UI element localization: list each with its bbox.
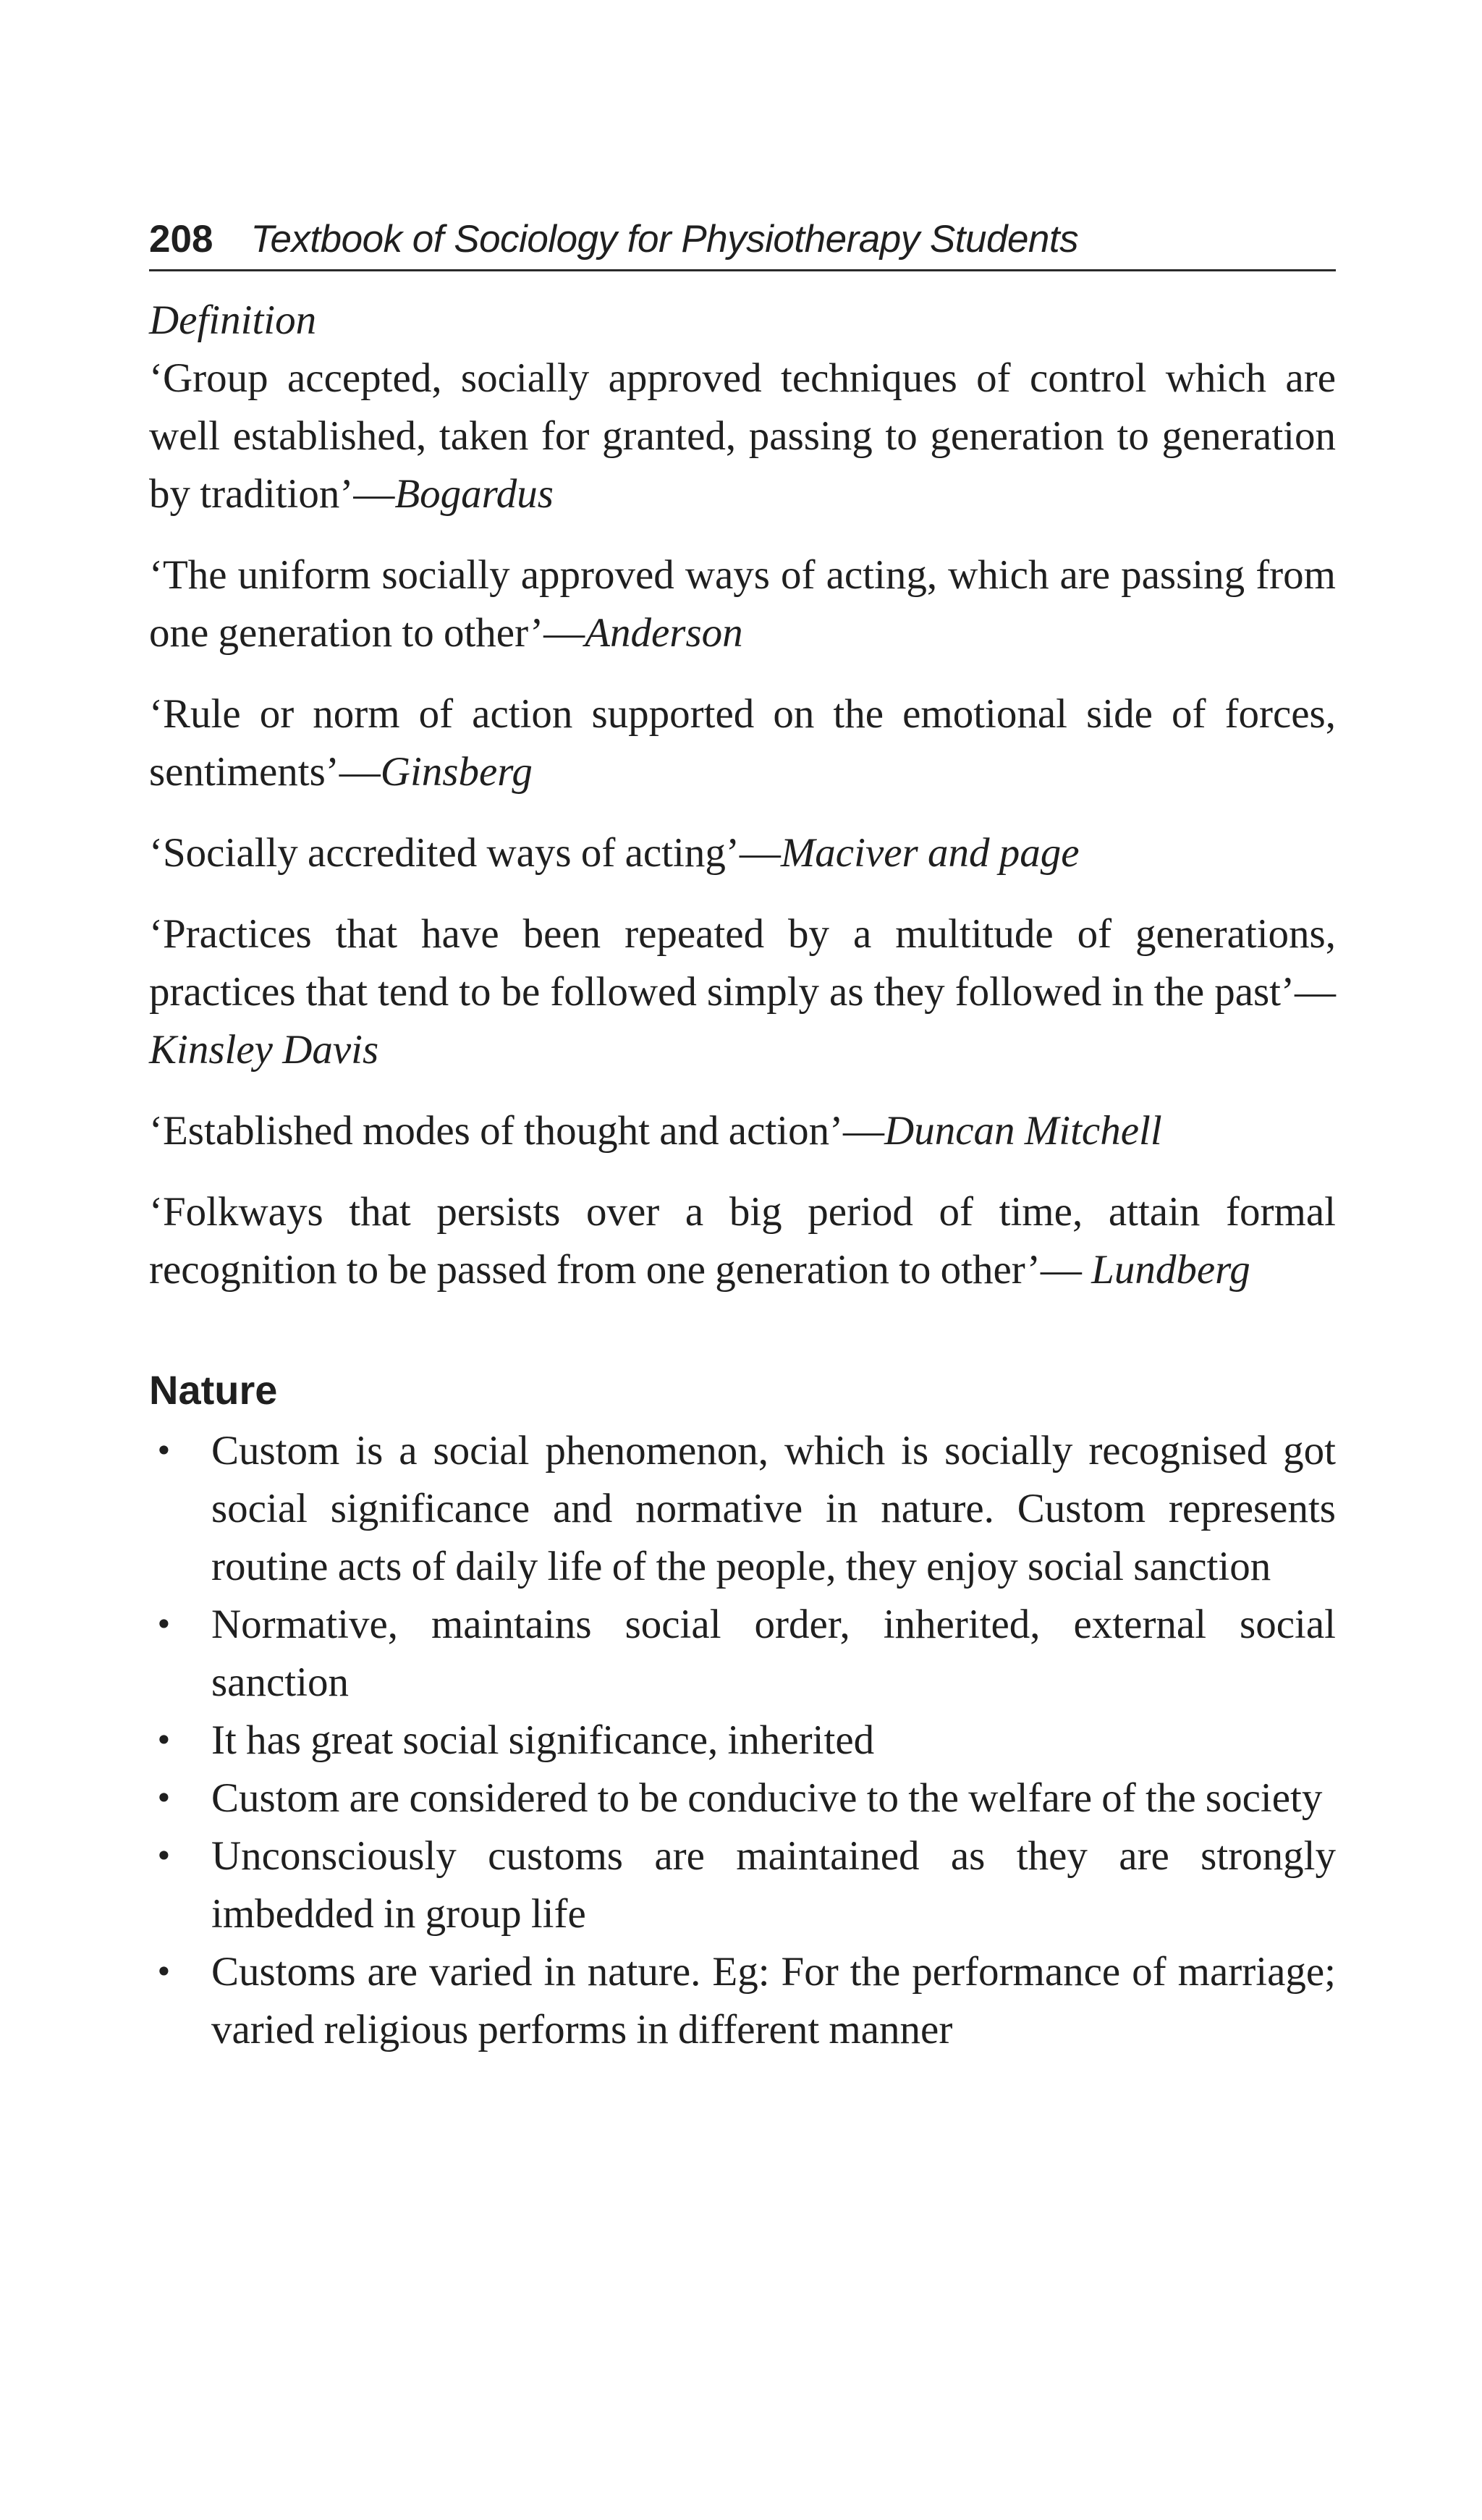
list-item: [149, 1770, 1336, 1827]
list-item: [149, 1943, 1336, 2059]
list-item: [149, 1596, 1336, 1712]
definition-author: Anderson: [585, 610, 743, 656]
definition-author: Ginsberg: [380, 749, 533, 795]
list-item-text: Customs are varied in nature. Eg: For the performance of marriage; varied religious performs in different manner: [211, 1949, 1336, 2052]
list-item-text: Custom is a social phenomenon, which is socially recognised got social significance and normative in nature. Custom represents routine acts of daily life of the people, they enjoy social sanction: [211, 1428, 1336, 1589]
list-item-text: Unconsciously customs are maintained as they are strongly imbedded in group life: [211, 1833, 1336, 1937]
definition-author: Kinsley Davis: [149, 1027, 379, 1073]
definition-lundberg: [149, 1183, 1336, 1299]
list-item: [149, 1712, 1336, 1770]
list-item-text: Custom are considered to be conducive to the welfare of the society: [211, 1775, 1323, 1821]
nature-heading: Nature: [149, 1367, 278, 1413]
definition-text: ‘Established modes of thought and action’—: [149, 1108, 885, 1154]
definition-ginsberg: [149, 685, 1336, 801]
bullet-icon: •: [155, 1838, 173, 1874]
definition-text: ‘Rule or norm of action supported on the emotional side of forces, sentiments’—: [149, 691, 1336, 795]
bullet-icon: •: [155, 1954, 173, 1990]
definition-author: Duncan Mitchell: [884, 1108, 1162, 1154]
definition-maciver: [149, 824, 1336, 882]
definition-label: Definition: [149, 297, 317, 343]
list-item: [149, 1827, 1336, 1943]
definition-text: ‘The uniform socially approved ways of acting, which are passing from one generation to other’—: [149, 552, 1336, 656]
definition-author: Maciver and page: [780, 830, 1080, 876]
definition-anderson: [149, 546, 1336, 662]
definition-duncan-mitchell: [149, 1102, 1336, 1160]
bullet-icon: •: [155, 1607, 173, 1642]
page-number: 208: [149, 218, 213, 261]
definition-text: ‘Folkways that persists over a big period of time, attain formal recognition to be passed from one generation to other’—: [149, 1189, 1336, 1293]
book-page: [149, 210, 1336, 2059]
nature-bullet-list: [149, 1422, 1336, 2059]
bullet-icon: •: [155, 1780, 173, 1816]
definition-author: Lundberg: [1091, 1247, 1250, 1293]
list-item: [149, 1422, 1336, 1596]
bullet-icon: •: [155, 1433, 173, 1468]
definitions-list: [149, 350, 1336, 1299]
definition-bogardus: [149, 350, 1336, 523]
list-item-text: Normative, maintains social order, inherited, external social sanction: [211, 1602, 1336, 1705]
book-title: Textbook of Sociology for Physiotherapy Students: [250, 218, 1079, 261]
definition-text: ‘Socially accredited ways of acting’—: [149, 830, 781, 876]
bullet-icon: •: [155, 1722, 173, 1758]
definition-author: Bogardus: [394, 471, 554, 517]
definition-text: ‘Group accepted, socially approved techniques of control which are well established, taken for granted, passing to generation to generation by tradition’—: [149, 355, 1336, 517]
definition-kinsley-davis: [149, 905, 1336, 1079]
running-head: [149, 210, 1336, 271]
list-item-text: It has great social significance, inherited: [211, 1717, 875, 1763]
definition-text: ‘Practices that have been repeated by a multitude of generations, practices that tend to be followed simply as they followed in the past’—: [149, 911, 1336, 1015]
